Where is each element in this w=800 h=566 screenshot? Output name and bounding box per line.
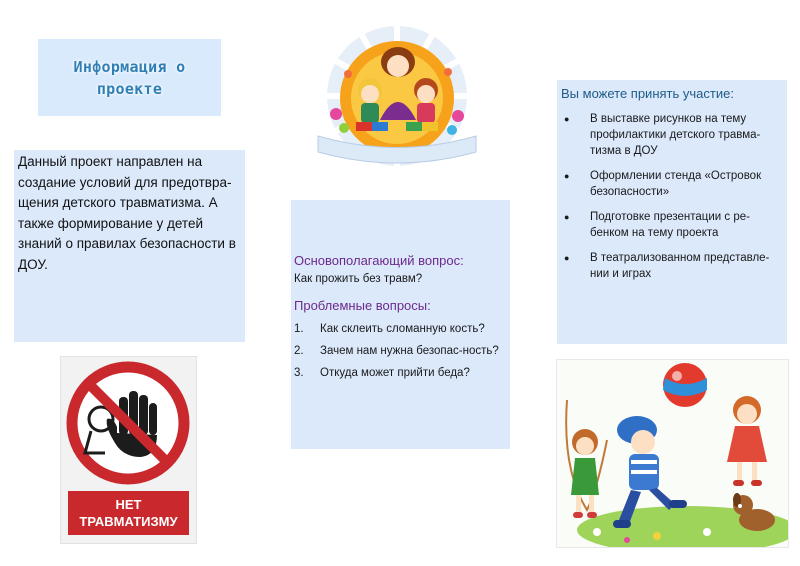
list-item xyxy=(294,343,508,359)
bullet-icon: ● xyxy=(564,114,570,124)
prohibition-icon xyxy=(61,357,196,489)
sign-line-2: ТРАВМАТИЗМУ xyxy=(79,514,178,529)
participation-list xyxy=(561,111,783,282)
list-number: 2. xyxy=(294,345,304,357)
girl-jump-rope xyxy=(566,400,607,518)
title-box xyxy=(38,39,221,116)
list-item xyxy=(561,111,783,159)
main-question-heading: Основополагающий вопрос: xyxy=(294,253,464,268)
bullet-icon: ● xyxy=(564,212,570,222)
list-text: Откуда может прийти беда? xyxy=(320,367,470,379)
list-item xyxy=(561,168,783,200)
sign-label xyxy=(68,491,189,535)
page-title: Информация о проекте xyxy=(73,57,186,98)
no-injury-sign xyxy=(60,356,197,544)
list-number: 1. xyxy=(294,323,304,335)
ball-icon xyxy=(663,363,707,407)
bullet-icon: ● xyxy=(564,171,570,181)
list-text: Подготовке презентации с ре-бенком на тему проекта xyxy=(590,211,750,239)
list-text: В театрализованном представле-нии и играх xyxy=(590,252,770,280)
project-description-box xyxy=(14,150,245,342)
list-item xyxy=(561,250,783,282)
problem-questions-heading: Проблемные вопросы: xyxy=(294,298,431,313)
main-question: Как прожить без травм? xyxy=(294,273,423,285)
participation-heading: Вы можете принять участие: xyxy=(561,86,734,101)
sign-line-1: НЕТ xyxy=(115,497,142,512)
kids-playing-image xyxy=(556,359,789,548)
project-description: Данный проект направлен на создание условий для предотвра-щения детского травматизма. А также формирование у детей знаний о правилах безопасности в ДОУ. xyxy=(18,154,236,272)
problem-questions-list xyxy=(294,321,508,381)
girl-figure xyxy=(727,396,767,486)
list-item xyxy=(294,365,508,381)
kids-illustration xyxy=(557,360,788,547)
bullet-icon: ● xyxy=(564,253,570,263)
teacher-children-logo xyxy=(308,24,486,170)
list-text: Как склеить сломанную кость? xyxy=(320,323,485,335)
participation-box xyxy=(557,80,787,344)
questions-box xyxy=(291,200,510,449)
list-item xyxy=(561,209,783,241)
list-text: В выставке рисунков на тему профилактики детского травма-тизма в ДОУ xyxy=(590,113,761,157)
list-text: Оформлении стенда «Островок безопасности» xyxy=(590,170,762,198)
list-number: 3. xyxy=(294,367,304,379)
list-item xyxy=(294,321,508,337)
list-text: Зачем нам нужна безопас-ность? xyxy=(320,345,499,357)
